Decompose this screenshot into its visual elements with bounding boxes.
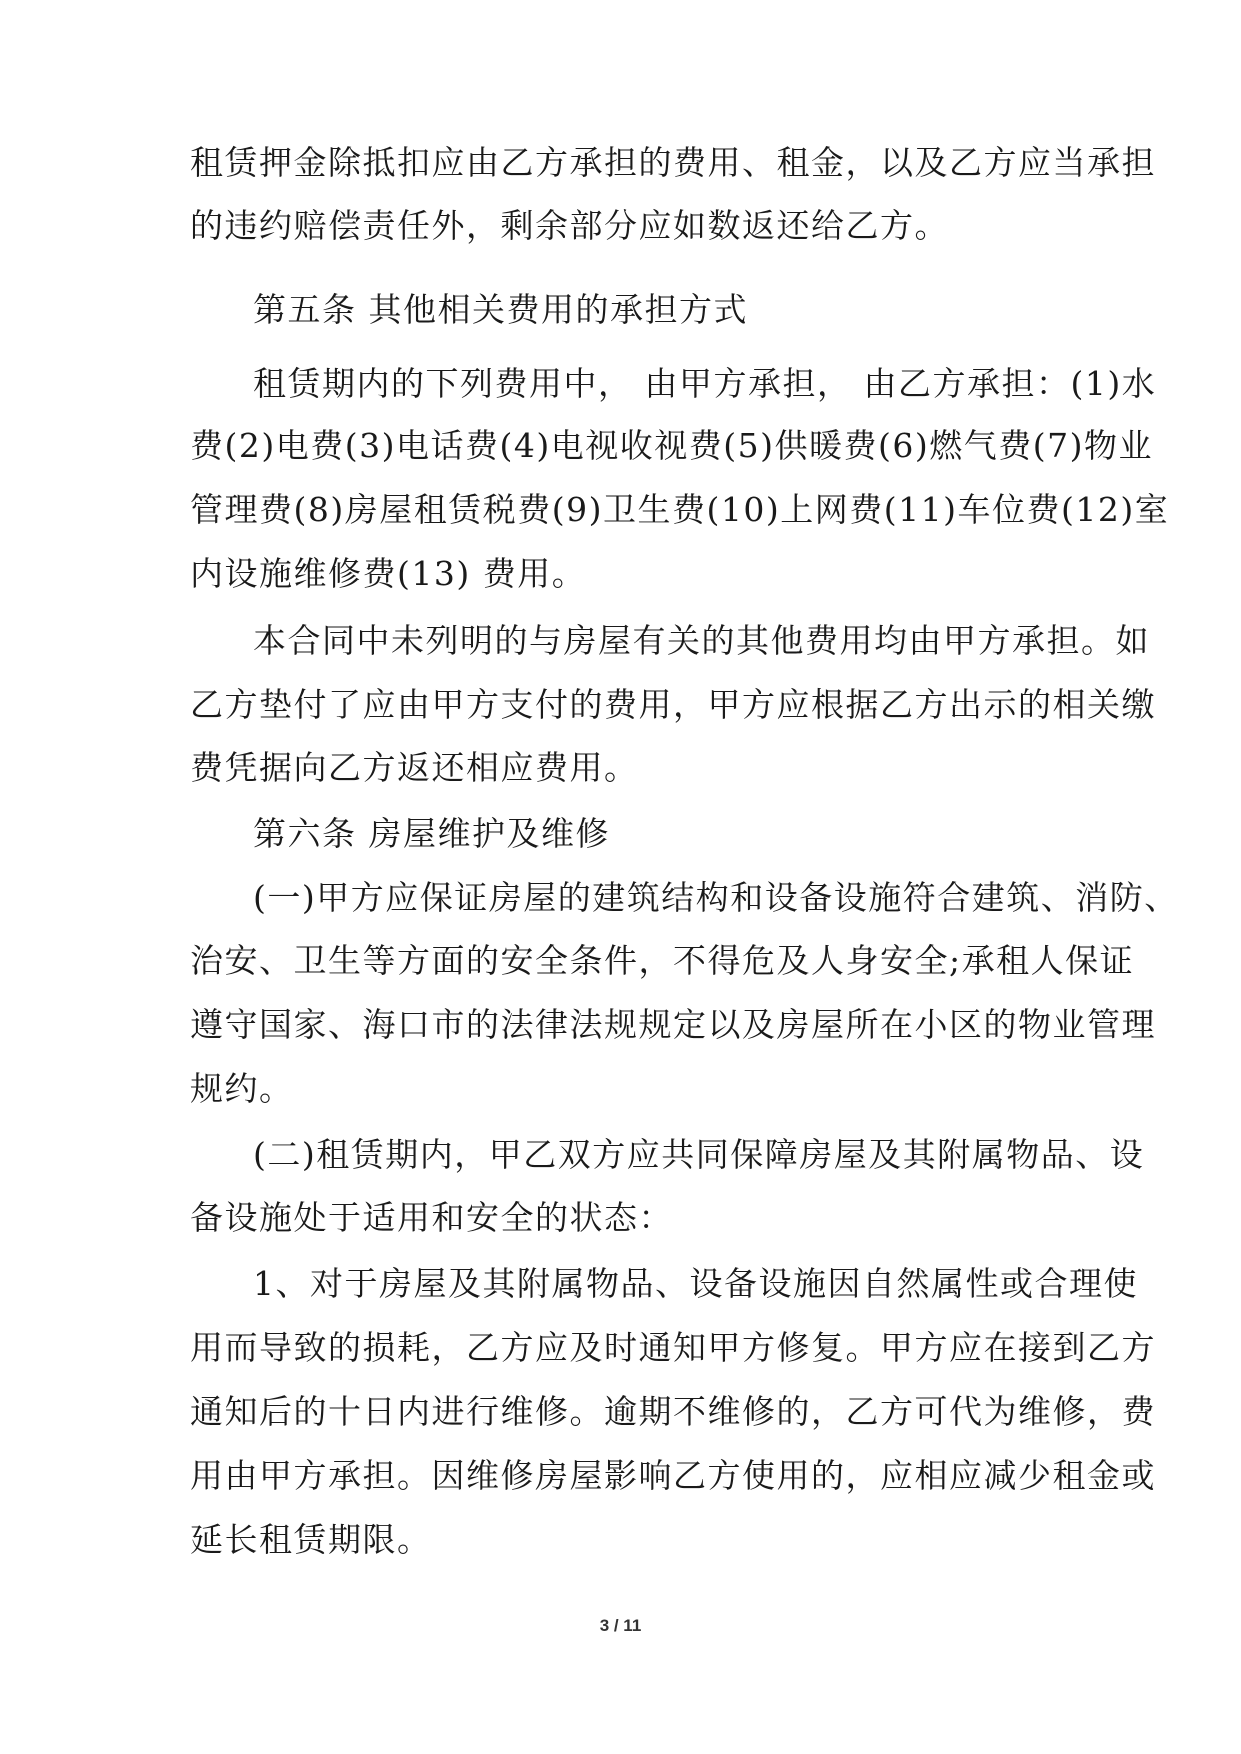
text-line: 治安、卫生等方面的安全条件，不得危及人身安全;承租人保证 [190, 941, 1135, 980]
text-line: 通知后的十日内进行维修。逾期不维修的，乙方可代为维修，费 [190, 1392, 1156, 1431]
text-line: 延长租赁期限。 [190, 1520, 432, 1559]
text-line: 备设施处于适用和安全的状态： [190, 1198, 673, 1237]
section-heading: 第五条 其他相关费用的承担方式 [253, 290, 748, 329]
text-line: 规约。 [190, 1069, 294, 1108]
text-line: 1、对于房屋及其附属物品、设备设施因自然属性或合理使 [253, 1264, 1138, 1303]
text-line: 乙方垫付了应由甲方支付的费用，甲方应根据乙方出示的相关缴 [190, 685, 1156, 724]
text-line: 租赁期内的下列费用中， 由甲方承担， 由乙方承担：(1)水 [253, 364, 1157, 403]
page-number: 3 / 11 [599, 1616, 642, 1635]
text-line: (二)租赁期内，甲乙双方应共同保障房屋及其附属物品、设 [253, 1135, 1145, 1174]
text-line: 遵守国家、海口市的法律法规规定以及房屋所在小区的物业管理 [190, 1005, 1156, 1044]
text-line: 用由甲方承担。因维修房屋影响乙方使用的，应相应减少租金或 [190, 1456, 1156, 1495]
text-line: 用而导致的损耗，乙方应及时通知甲方修复。甲方应在接到乙方 [190, 1328, 1156, 1367]
text-line: 费(2)电费(3)电话费(4)电视收视费(5)供暖费(6)燃气费(7)物业 [190, 426, 1153, 465]
text-line: 本合同中未列明的与房屋有关的其他费用均由甲方承担。如 [253, 621, 1150, 660]
text-line: 费凭据向乙方返还相应费用。 [190, 748, 639, 787]
text-line: (一)甲方应保证房屋的建筑结构和设备设施符合建筑、消防、 [253, 878, 1179, 917]
text-line: 管理费(8)房屋租赁税费(9)卫生费(10)上网费(11)车位费(12)室 [190, 490, 1170, 529]
text-line: 租赁押金除抵扣应由乙方承担的费用、租金，以及乙方应当承担 [190, 143, 1156, 182]
section-heading: 第六条 房屋维护及维修 [253, 814, 610, 853]
text-line: 内设施维修费(13) 费用。 [190, 554, 587, 593]
text-line: 的违约赔偿责任外，剩余部分应如数返还给乙方。 [190, 206, 949, 245]
